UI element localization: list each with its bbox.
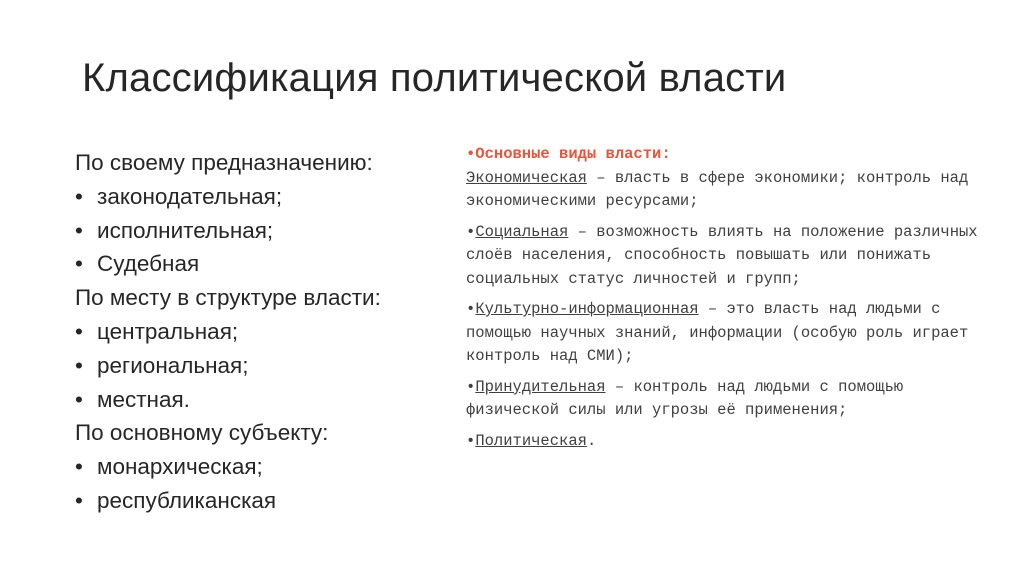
definition-cultural: – это власть над людьми с помощью научных знаний, информации (особую роль играет контроль над СМИ);	[466, 300, 969, 365]
power-type-coercive	[466, 376, 996, 423]
list-item: • Судебная	[75, 247, 445, 281]
list-item: • исполнительная;	[75, 214, 445, 248]
definition-social: – возможность влиять на положение различных слоёв населения, способность повышать или понижать социальных статус личностей и групп;	[466, 222, 978, 288]
term-coercive: Принудительная	[475, 377, 606, 396]
term-social: Социальная	[475, 222, 569, 241]
list-item: • местная.	[75, 383, 445, 417]
power-type-economic	[466, 143, 996, 214]
list-item: • монархическая;	[75, 450, 445, 484]
definition-political: .	[586, 431, 597, 450]
bullet: •	[466, 431, 476, 450]
power-type-political	[466, 430, 996, 454]
bullet: •	[466, 377, 476, 396]
bullet: •	[466, 300, 476, 318]
section-heading-purpose: По своему предназначению:	[75, 150, 373, 175]
term-cultural: Культурно-информационная	[475, 300, 699, 318]
definition-coercive: – контроль над людьми с помощью физической силы или угрозы её применения;	[466, 377, 904, 419]
section-heading-structure: По месту в структуре власти:	[75, 285, 381, 311]
list-item: • законодательная;	[75, 180, 445, 214]
power-type-social	[466, 221, 996, 292]
slide-title: Классификация политической власти	[82, 56, 787, 100]
left-column	[75, 146, 445, 518]
definition-economic: – власть в сфере экономики; контроль над экономическими ресурсами;	[466, 168, 969, 210]
right-heading: •Основные виды власти:	[466, 145, 671, 163]
list-item: • республиканская	[75, 484, 445, 518]
bullet: •	[466, 222, 476, 241]
term-economic: Экономическая	[466, 168, 587, 187]
right-column	[466, 143, 996, 460]
term-political: Политическая	[475, 431, 587, 450]
list-item: • центральная;	[75, 315, 445, 349]
power-type-cultural	[466, 298, 996, 369]
section-heading-subject: По основному субъекту:	[75, 420, 329, 446]
list-item: • региональная;	[75, 349, 445, 383]
